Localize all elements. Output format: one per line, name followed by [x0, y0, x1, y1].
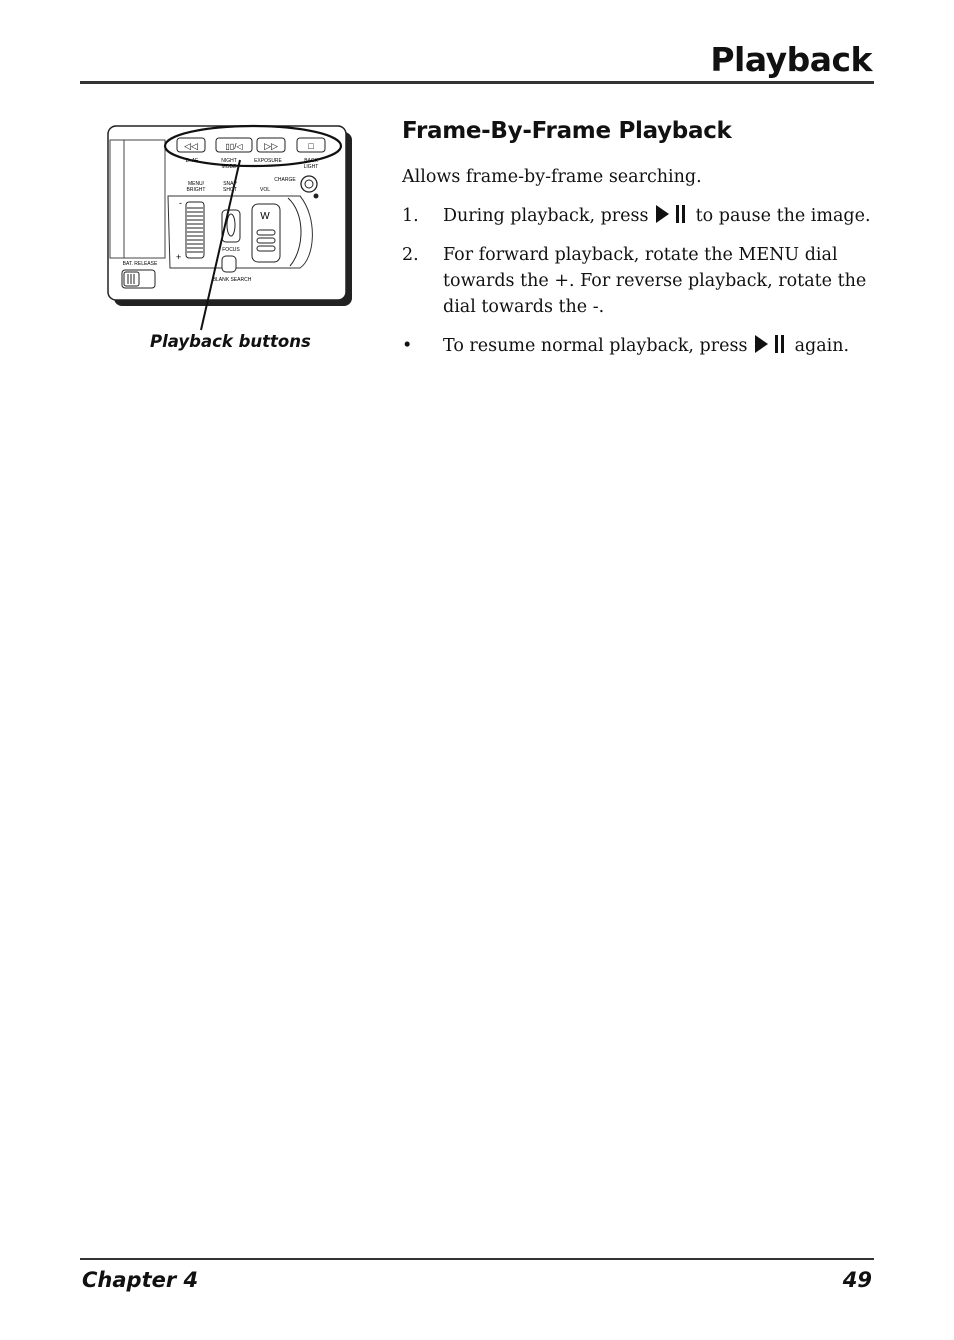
camcorder-illustration	[100, 118, 360, 338]
back-light-label-2: LIGHT	[303, 164, 319, 170]
bat-release-label: BAT. RELEASE	[122, 261, 158, 267]
list-marker: 2.	[402, 245, 419, 265]
zoom-ridge-3	[257, 246, 275, 251]
list-item-text: For forward playback, rotate the MENU dial towards the +. For reverse playback, rotate the dial towards the -.	[443, 245, 867, 317]
menu-label-2: BRIGHT	[186, 187, 206, 193]
focus-button	[222, 256, 236, 272]
text-before-icon: To resume normal playback, press	[443, 336, 748, 356]
play-pause-icon	[656, 204, 688, 224]
figure-caption: Playback buttons	[150, 332, 311, 351]
list-item	[402, 203, 882, 229]
w-label: W	[260, 211, 270, 222]
chapter-label: Chapter 4	[82, 1268, 199, 1292]
menu-dial	[186, 202, 204, 258]
header-rule	[80, 81, 874, 84]
minus-sign: -	[179, 198, 182, 208]
menu-label-1: MENU/	[187, 181, 205, 187]
vol-label: VOL	[259, 187, 271, 193]
charge-lamp-inner	[305, 180, 313, 188]
page-number: 49	[842, 1268, 872, 1292]
play-pause-icon	[755, 334, 787, 354]
back-light-label-1: BACK	[304, 158, 318, 164]
footer-rule	[80, 1258, 874, 1260]
text-before-icon: During playback, press	[443, 206, 649, 226]
zoom-ridge-2	[257, 238, 275, 243]
section-title: Frame-By-Frame Playback	[402, 118, 732, 144]
night-mode-label-2: MODE	[221, 164, 237, 170]
rewind-icon: ◁◁	[184, 141, 198, 151]
text-after-icon: again.	[794, 336, 850, 356]
list-item	[402, 242, 882, 320]
fast-forward-icon: ▷▷	[264, 141, 278, 151]
night-mode-label-1: NIGHT	[221, 158, 237, 164]
zoom-ridge-1	[257, 230, 275, 235]
frame-by-frame-section	[402, 118, 882, 359]
list-item	[402, 333, 882, 359]
text-after-icon: to pause the image.	[695, 206, 871, 226]
camcorder-panel-drawing	[100, 118, 360, 338]
snap-shot-label-2: SHOT	[223, 187, 237, 193]
list-marker: 1.	[402, 206, 419, 226]
stop-icon: □	[308, 141, 314, 151]
left-recess-edge	[110, 140, 124, 258]
charge-dot	[314, 194, 319, 199]
list-item-text	[443, 203, 875, 229]
plus-sign: +	[176, 252, 182, 262]
steps-list	[402, 203, 882, 359]
snap-shot-knob	[227, 214, 235, 236]
snap-shot-label-1: SNAP	[223, 181, 237, 187]
list-item-text	[443, 333, 875, 359]
intro-paragraph: Allows frame-by-frame searching.	[402, 167, 702, 187]
charge-label: CHARGE	[274, 177, 296, 183]
blank-search-label: BLANK SEARCH	[212, 277, 252, 283]
d-ae-label: D. AE	[185, 158, 199, 164]
exposure-label: EXPOSURE	[254, 158, 282, 164]
page-header-title: Playback	[710, 40, 872, 79]
play-pause-icon: ▯▯/◁	[225, 142, 243, 151]
list-marker: •	[402, 336, 413, 356]
focus-label: FOCUS	[222, 247, 240, 253]
